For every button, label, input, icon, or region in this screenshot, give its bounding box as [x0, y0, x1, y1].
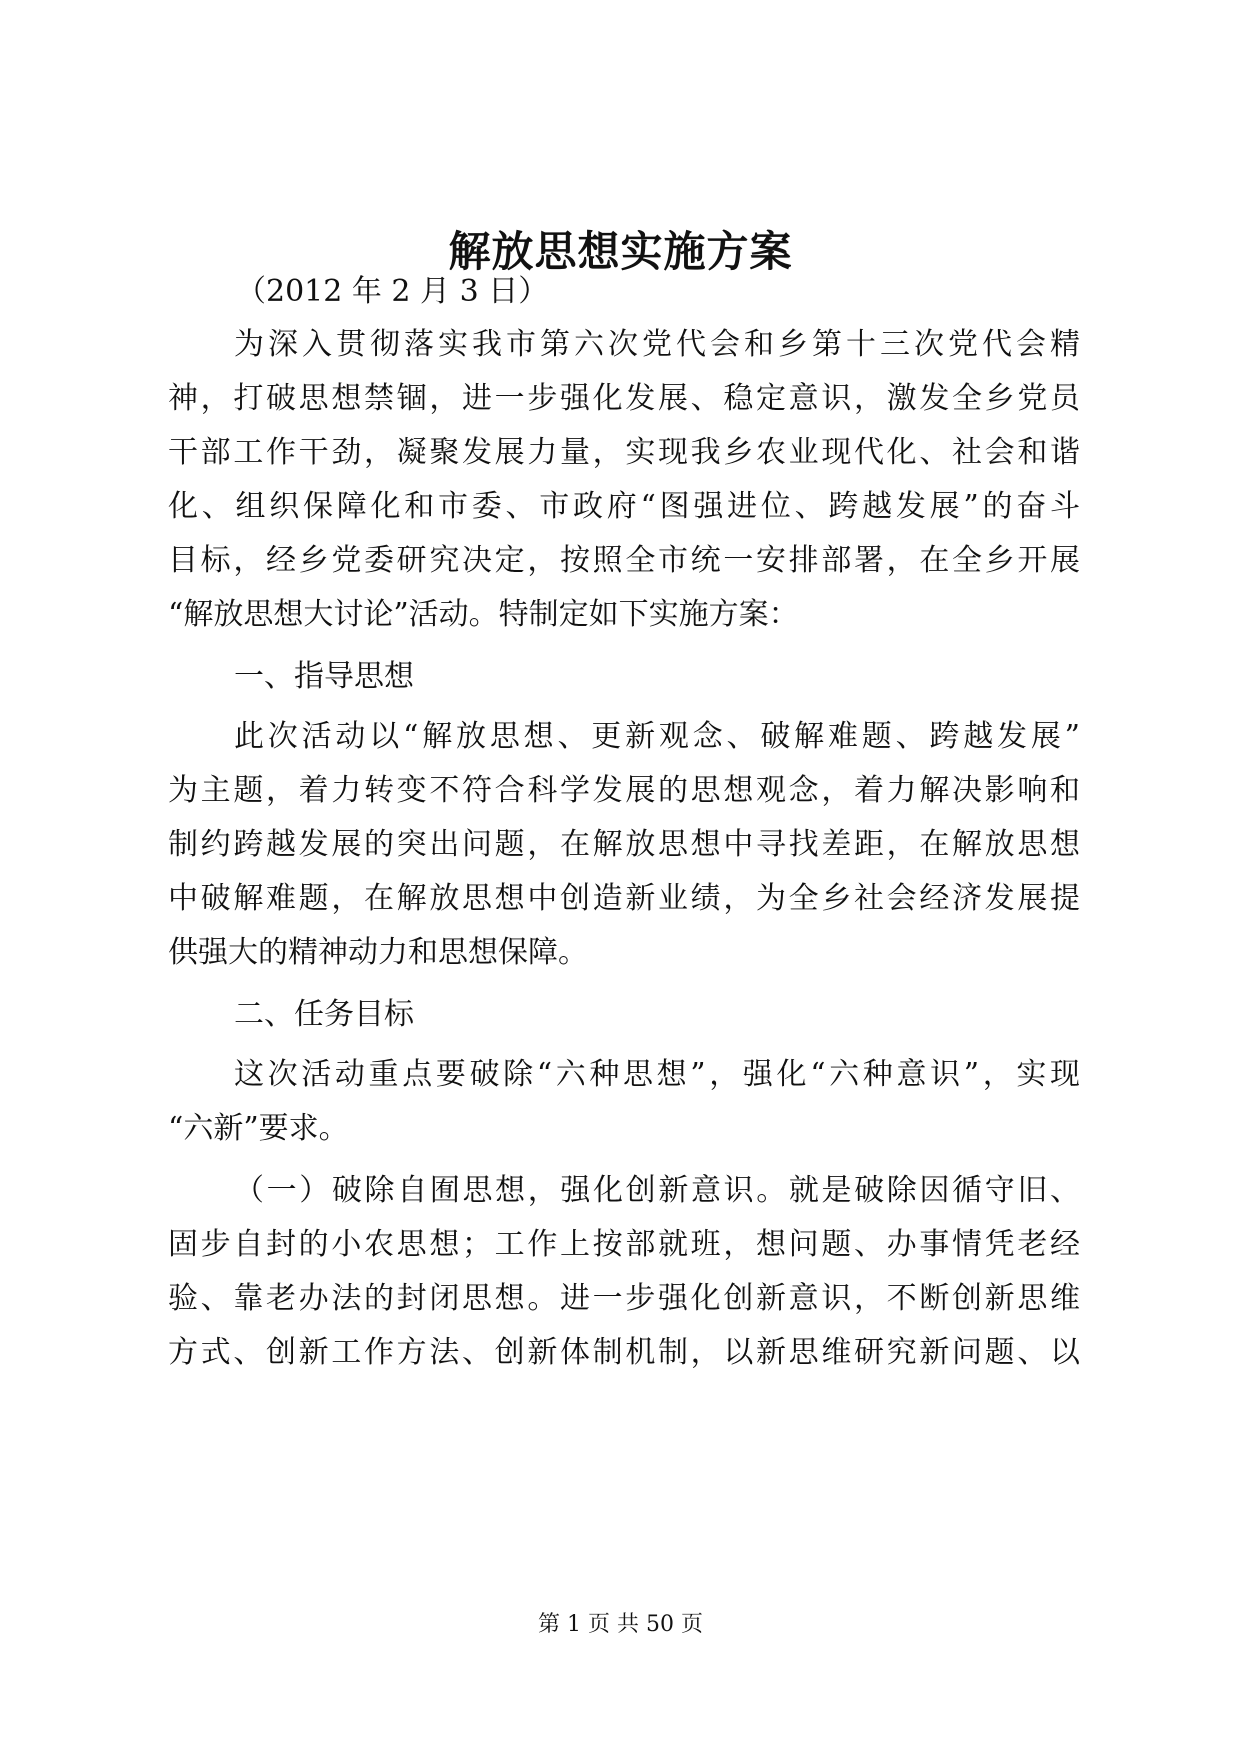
- paragraph-line: 固步自封的小农思想；工作上按部就班，想问题、办事情凭老经: [168, 1227, 1080, 1262]
- paragraph-line: 供强大的精神动力和思想保障。: [168, 935, 588, 970]
- paragraph-line: 神，打破思想禁锢，进一步强化发展、稳定意识，激发全乡党员: [168, 381, 1080, 416]
- document-title: 解放思想实施方案: [448, 227, 793, 276]
- paragraph-line: 此次活动以“解放思想、更新观念、破解难题、跨越发展”: [234, 719, 1080, 754]
- paragraph-line: 干部工作干劲，凝聚发展力量，实现我乡农业现代化、社会和谐: [168, 435, 1080, 470]
- paragraph-line: 方式、创新工作方法、创新体制机制，以新思维研究新问题、以: [168, 1335, 1080, 1370]
- paragraph-line: 为主题，着力转变不符合科学发展的思想观念，着力解决影响和: [168, 773, 1080, 808]
- document-date: （2012 年 2 月 3 日）: [236, 274, 549, 309]
- page-number-footer: 第 1 页 共 50 页: [538, 1612, 703, 1637]
- paragraph-line: 验、靠老办法的封闭思想。进一步强化创新意识，不断创新思维: [168, 1281, 1080, 1316]
- paragraph-line: “六新”要求。: [168, 1111, 349, 1146]
- paragraph-line: （一）破除自囿思想，强化创新意识。就是破除因循守旧、: [234, 1173, 1080, 1208]
- section-heading: 一、指导思想: [234, 659, 414, 694]
- paragraph-line: 目标，经乡党委研究决定，按照全市统一安排部署，在全乡开展: [168, 543, 1080, 578]
- paragraph-line: 中破解难题，在解放思想中创造新业绩，为全乡社会经济发展提: [168, 881, 1080, 916]
- section-heading: 二、任务目标: [234, 997, 414, 1032]
- paragraph-line: 这次活动重点要破除“六种思想”，强化“六种意识”，实现: [234, 1057, 1080, 1092]
- paragraph-line: 化、组织保障化和市委、市政府“图强进位、跨越发展”的奋斗: [168, 489, 1080, 524]
- paragraph-line: 制约跨越发展的突出问题，在解放思想中寻找差距，在解放思想: [168, 827, 1080, 862]
- paragraph-line: “解放思想大讨论”活动。特制定如下实施方案：: [168, 597, 799, 632]
- paragraph-line: 为深入贯彻落实我市第六次党代会和乡第十三次党代会精: [234, 327, 1080, 362]
